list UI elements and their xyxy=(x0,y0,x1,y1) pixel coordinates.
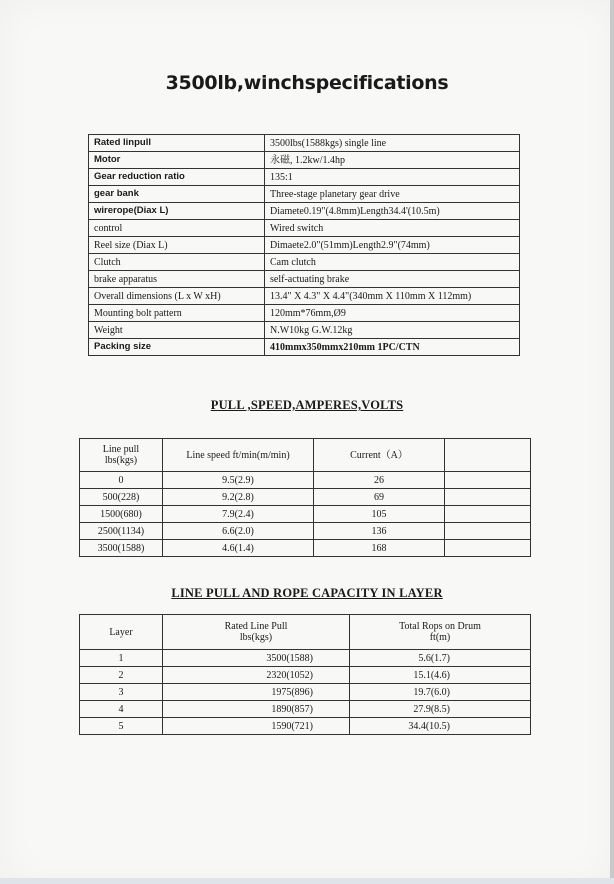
layer-section-title: LINE PULL AND ROPE CAPACITY IN LAYER xyxy=(171,586,443,600)
pull-row xyxy=(80,540,531,557)
pull-cell: 0 xyxy=(80,472,163,489)
layer-cell: 19.7(6.0) xyxy=(350,684,531,701)
layer-cell: 5.6(1.7) xyxy=(350,650,531,667)
pull-cell: 3500(1588) xyxy=(80,540,163,557)
spec-key: Packing size xyxy=(89,339,265,356)
spec-key: Rated linpull xyxy=(89,135,265,152)
spec-row xyxy=(89,305,520,322)
layer-cell: 3 xyxy=(80,684,163,701)
specifications-table xyxy=(88,134,520,356)
layer-cell: 3500(1588) xyxy=(163,650,350,667)
spec-row xyxy=(89,322,520,339)
spec-value: 410mmx350mmx210mm 1PC/CTN xyxy=(265,339,520,356)
spec-row xyxy=(89,271,520,288)
spec-key: Overall dimensions (L x W xH) xyxy=(89,288,265,305)
spec-value: 3500lbs(1588kgs) single line xyxy=(265,135,520,152)
pull-header-line-speed: Line speed ft/min(m/min) xyxy=(163,439,314,472)
spec-row xyxy=(89,220,520,237)
page-title: 3500lb,winchspecifications xyxy=(165,72,449,94)
layer-cell: 15.1(4.6) xyxy=(350,667,531,684)
pull-cell: 9.5(2.9) xyxy=(163,472,314,489)
layer-row xyxy=(80,684,531,701)
pull-cell: 500(228) xyxy=(80,489,163,506)
layer-cell: 1890(857) xyxy=(163,701,350,718)
spec-row xyxy=(89,288,520,305)
pull-cell: 7.9(2.4) xyxy=(163,506,314,523)
pull-cell xyxy=(445,506,531,523)
spec-value: self-actuating brake xyxy=(265,271,520,288)
page-edge-bottom xyxy=(0,878,614,884)
layer-row xyxy=(80,667,531,684)
pull-row xyxy=(80,523,531,540)
spec-row xyxy=(89,135,520,152)
pull-section-title: PULL ,SPEED,AMPERES,VOLTS xyxy=(210,398,404,412)
layer-cell: 4 xyxy=(80,701,163,718)
layer-cell: 1975(896) xyxy=(163,684,350,701)
spec-value: 120mm*76mm,Ø9 xyxy=(265,305,520,322)
spec-key: wirerope(Diax L) xyxy=(89,203,265,220)
spec-row xyxy=(89,152,520,169)
spec-key: Motor xyxy=(89,152,265,169)
pull-cell xyxy=(445,540,531,557)
layer-capacity-table xyxy=(79,614,531,735)
pull-cell: 2500(1134) xyxy=(80,523,163,540)
spec-key: control xyxy=(89,220,265,237)
pull-cell xyxy=(445,489,531,506)
spec-value: Three-stage planetary gear drive xyxy=(265,186,520,203)
pull-cell xyxy=(445,523,531,540)
pull-cell: 69 xyxy=(314,489,445,506)
spec-key: Mounting bolt pattern xyxy=(89,305,265,322)
spec-key: gear bank xyxy=(89,186,265,203)
spec-value: 永磁, 1.2kw/1.4hp xyxy=(265,152,520,169)
pull-cell: 1500(680) xyxy=(80,506,163,523)
pull-header-empty xyxy=(445,439,531,472)
spec-value: N.W10kg G.W.12kg xyxy=(265,322,520,339)
pull-cell: 26 xyxy=(314,472,445,489)
pull-cell: 9.2(2.8) xyxy=(163,489,314,506)
layer-header-total-rope: Total Rops on Drum ft(m) xyxy=(350,615,531,650)
layer-row xyxy=(80,718,531,735)
pull-cell: 4.6(1.4) xyxy=(163,540,314,557)
pull-header-line-pull: Line pull lbs(kgs) xyxy=(80,439,163,472)
pull-cell: 6.6(2.0) xyxy=(163,523,314,540)
spec-value: 135:1 xyxy=(265,169,520,186)
spec-key: brake apparatus xyxy=(89,271,265,288)
layer-cell: 34.4(10.5) xyxy=(350,718,531,735)
spec-row xyxy=(89,254,520,271)
spec-value: 13.4" X 4.3" X 4.4"(340mm X 110mm X 112mm) xyxy=(265,288,520,305)
spec-row xyxy=(89,186,520,203)
spec-row xyxy=(89,203,520,220)
layer-cell: 27.9(8.5) xyxy=(350,701,531,718)
pull-header-current: Current（A） xyxy=(314,439,445,472)
spec-row xyxy=(89,169,520,186)
pull-cell: 136 xyxy=(314,523,445,540)
layer-header-rated-pull: Rated Line Pull lbs(kgs) xyxy=(163,615,350,650)
spec-value: Diamete0.19"(4.8mm)Length34.4'(10.5m) xyxy=(265,203,520,220)
layer-header-layer: Layer xyxy=(80,615,163,650)
spec-key: Reel size (Diax L) xyxy=(89,237,265,254)
layer-row xyxy=(80,650,531,667)
pull-row xyxy=(80,506,531,523)
pull-cell: 105 xyxy=(314,506,445,523)
pull-cell xyxy=(445,472,531,489)
layer-cell: 5 xyxy=(80,718,163,735)
pull-row xyxy=(80,472,531,489)
spec-value: Dimaete2.0"(51mm)Length2.9"(74mm) xyxy=(265,237,520,254)
spec-key: Weight xyxy=(89,322,265,339)
spec-row xyxy=(89,339,520,356)
spec-key: Gear reduction ratio xyxy=(89,169,265,186)
layer-cell: 1590(721) xyxy=(163,718,350,735)
spec-key: Clutch xyxy=(89,254,265,271)
spec-value: Cam clutch xyxy=(265,254,520,271)
layer-cell: 2320(1052) xyxy=(163,667,350,684)
pull-cell: 168 xyxy=(314,540,445,557)
pull-speed-table xyxy=(79,438,531,557)
spec-value: Wired switch xyxy=(265,220,520,237)
page-edge-right xyxy=(610,0,614,884)
layer-cell: 2 xyxy=(80,667,163,684)
spec-row xyxy=(89,237,520,254)
layer-cell: 1 xyxy=(80,650,163,667)
pull-row xyxy=(80,489,531,506)
layer-row xyxy=(80,701,531,718)
